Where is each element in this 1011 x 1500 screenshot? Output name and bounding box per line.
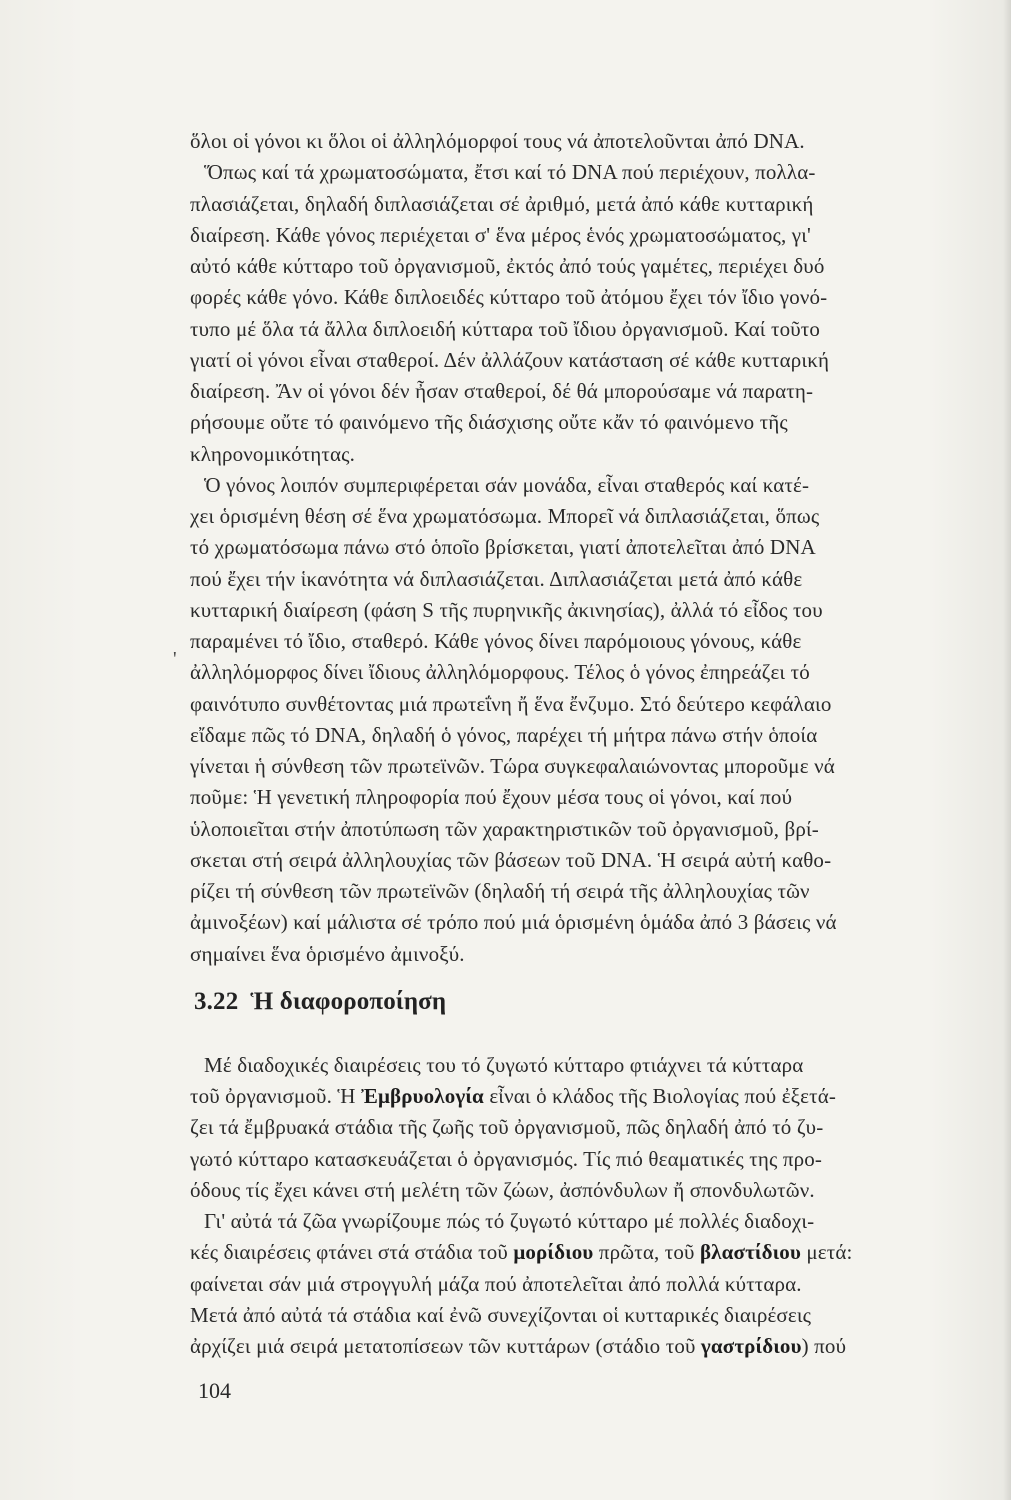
bold-term: Ἐμβρυολογία xyxy=(360,1084,484,1108)
text-line: ἀλληλόμορφος δίνει ἴδιους ἀλληλόμορφους. Τέλος ὁ γόνος ἐπηρεάζει τό xyxy=(190,660,810,685)
paragraph-1 xyxy=(190,126,990,470)
text-line: όδους τίς ἔχει κάνει στή μελέτη τῶν ζώων, ἀσπόνδυλων ἤ σπονδυλωτῶν. xyxy=(190,1177,815,1202)
text-run: εἶναι ὁ κλάδος τῆς Βιολογίας πού ἐξετά- xyxy=(483,1084,837,1108)
text-run: πρῶτα, τοῦ xyxy=(593,1240,700,1265)
text-line: τυπο μέ ὅλα τά ἄλλα διπλοειδή κύτταρα τοῦ ἴδιου ὀργανισμοῦ. Καί τοῦτο xyxy=(190,316,821,341)
text-line: εἴδαμε πῶς τό DNA, δηλαδή ὁ γόνος, παρέχει τή μήτρα πάνω στήν ὁποία xyxy=(190,722,818,747)
text-run: τοῦ ὀργανισμοῦ. Ἡ xyxy=(190,1084,361,1108)
text-run: μετά: xyxy=(801,1240,853,1265)
text-line xyxy=(190,1237,990,1268)
margin-mark: ' xyxy=(173,648,177,670)
section-heading xyxy=(194,988,446,1016)
text-line: φαίνεται σάν μιά στρογγυλή μάζα πού ἀποτελεῖται ἀπό πολλά κύτταρα. xyxy=(190,1271,802,1296)
bold-term: βλαστίδιου xyxy=(699,1240,801,1265)
text-line: διαίρεση. Ἄν οἱ γόνοι δέν ἦσαν σταθεροί, δέ θά μπορούσαμε νά παρατη- xyxy=(190,379,814,403)
text-line: Γι' αὐτά τά ζῶα γνωρίζουμε πώς τό ζυγωτό κύτταρο μέ πολλές διαδοχι- xyxy=(204,1209,815,1233)
text-line: αὐτό κάθε κύτταρο τοῦ ὀργανισμοῦ, ἐκτός ἀπό τούς γαμέτες, περιέχει δυό xyxy=(190,254,825,278)
bold-term: μορίδιου xyxy=(513,1240,594,1265)
text-line: παραμένει τό ἴδιο, σταθερό. Κάθε γόνος δίνει παρόμοιους γόνους, κάθε xyxy=(190,629,802,653)
page-number: 104 xyxy=(198,1378,231,1403)
section-number: 3.22 xyxy=(194,987,239,1015)
text-line: γίνεται ἡ σύνθεση τῶν πρωτεϊνῶν. Τώρα συγκεφαλαιώνοντας μποροῦμε νά xyxy=(190,754,835,778)
section-title: Ἡ διαφοροποίηση xyxy=(250,987,447,1015)
text-line: Μέ διαδοχικές διαιρέσεις του τό ζυγωτό κύτταρο φτιάχνει τά κύτταρα xyxy=(204,1052,804,1077)
text-run: ἀρχίζει μιά σειρά μετατοπίσεων τῶν κυττάρων (στάδιο τοῦ xyxy=(190,1334,701,1358)
text-line: τό χρωματόσωμα πάνω στό ὁποῖο βρίσκεται, γιατί ἀποτελεῖται ἀπό DNA xyxy=(190,535,816,560)
text-line: ποῦμε: Ἡ γενετική πληροφορία πού ἔχουν μέσα τους οἱ γόνοι, καί πού xyxy=(190,785,793,810)
text-line: Μετά ἀπό αὐτά τά στάδια καί ἐνῶ συνεχίζονται οἱ κυτταρικές διαιρέσεις xyxy=(190,1302,812,1327)
paragraph-2 xyxy=(190,470,990,970)
text-line: ἀμινοξέων) καί μάλιστα σέ τρόπο πού μιά ὁρισμένη ὁμάδα ἀπό 3 βάσεις νά xyxy=(190,910,837,935)
text-line: γιατί οἱ γόνοι εἶναι σταθεροί. Δέν ἀλλάζουν κατάσταση σέ κάθε κυτταρική xyxy=(190,347,830,372)
text-line: φορές κάθε γόνο. Κάθε διπλοειδές κύτταρο τοῦ ἀτόμου ἔχει τόν ἴδιο γονό- xyxy=(190,285,828,310)
text-line: κληρονομικότητας. xyxy=(190,441,356,466)
text-line: Ὁ γόνος λοιπόν συμπεριφέρεται σάν μονάδα, εἶναι σταθερός καί κατέ- xyxy=(204,472,810,497)
text-line: φαινότυπο συνθέτοντας μιά πρωτεΐνη ἤ ἕνα ἔνζυμο. Στό δεύτερο κεφάλαιο xyxy=(190,691,832,716)
text-line: πού ἔχει τήν ἱκανότητα νά διπλασιάζεται. Διπλασιάζεται μετά ἀπό κάθε xyxy=(190,566,803,591)
paragraph-4 xyxy=(190,1206,990,1362)
text-line: ὅλοι οἱ γόνοι κι ὅλοι οἱ ἀλληλόμορφοί τους νά ἀποτελοῦνται ἀπό DNA. xyxy=(190,129,805,153)
text-run: κές διαιρέσεις φτάνει στά στάδια τοῦ xyxy=(190,1240,514,1265)
text-line: γωτό κύτταρο κατασκευάζεται ὁ ὀργανισμός. Τίς πιό θεαματικές της προ- xyxy=(190,1146,823,1171)
text-line: διαίρεση. Κάθε γόνος περιέχεται σ' ἕνα μέρος ἑνός χρωματοσώματος, γι' xyxy=(190,222,811,247)
page-edge-shadow xyxy=(1003,0,1011,1500)
text-line: ρίζει τή σύνθεση τῶν πρωτεϊνῶν (δηλαδή τή σειρά τῆς ἀλληλουχίας τῶν xyxy=(190,879,810,903)
text-run: ) πού xyxy=(801,1334,847,1358)
text-line: σημαίνει ἕνα ὁρισμένο ἀμινοξύ. xyxy=(190,941,465,966)
text-line xyxy=(190,1081,990,1112)
text-line: Ὅπως καί τά χρωματοσώματα, ἔτσι καί τό DNA πού περιέχουν, πολλα- xyxy=(204,160,816,185)
text-line: ὑλοποιεῖται στήν ἀποτύπωση τῶν χαρακτηριστικῶν τοῦ ὀργανισμοῦ, βρί- xyxy=(190,816,819,841)
text-line: πλασιάζεται, δηλαδή διπλασιάζεται σέ ἀριθμό, μετά ἀπό κάθε κυτταρική xyxy=(190,191,814,216)
text-line: ζει τά ἔμβρυακά στάδια τῆς ζωῆς τοῦ ὀργανισμοῦ, πῶς δηλαδή ἀπό τό ζυ- xyxy=(190,1115,824,1140)
text-line: χει ὁρισμένη θέση σέ ἕνα χρωματόσωμα. Μπορεῖ νά διπλασιάζεται, ὅπως xyxy=(190,504,820,528)
page-text xyxy=(190,126,990,1362)
paragraph-3 xyxy=(190,1050,990,1206)
text-line: ρήσουμε οὔτε τό φαινόμενο τῆς διάσχισης οὔτε κἄν τό φαινόμενο τῆς xyxy=(190,410,788,435)
text-line: σκεται στή σειρά ἀλληλουχίας τῶν βάσεων τοῦ DNA. Ἡ σειρά αὐτή καθο- xyxy=(190,847,832,872)
text-line xyxy=(190,1331,990,1362)
bold-term: γαστρίδιου xyxy=(700,1334,802,1358)
section-heading-block xyxy=(190,970,990,1050)
text-line: κυτταρική διαίρεση (φάση S τῆς πυρηνικῆς ἀκινησίας), ἀλλά τό εἶδος του xyxy=(190,597,823,622)
